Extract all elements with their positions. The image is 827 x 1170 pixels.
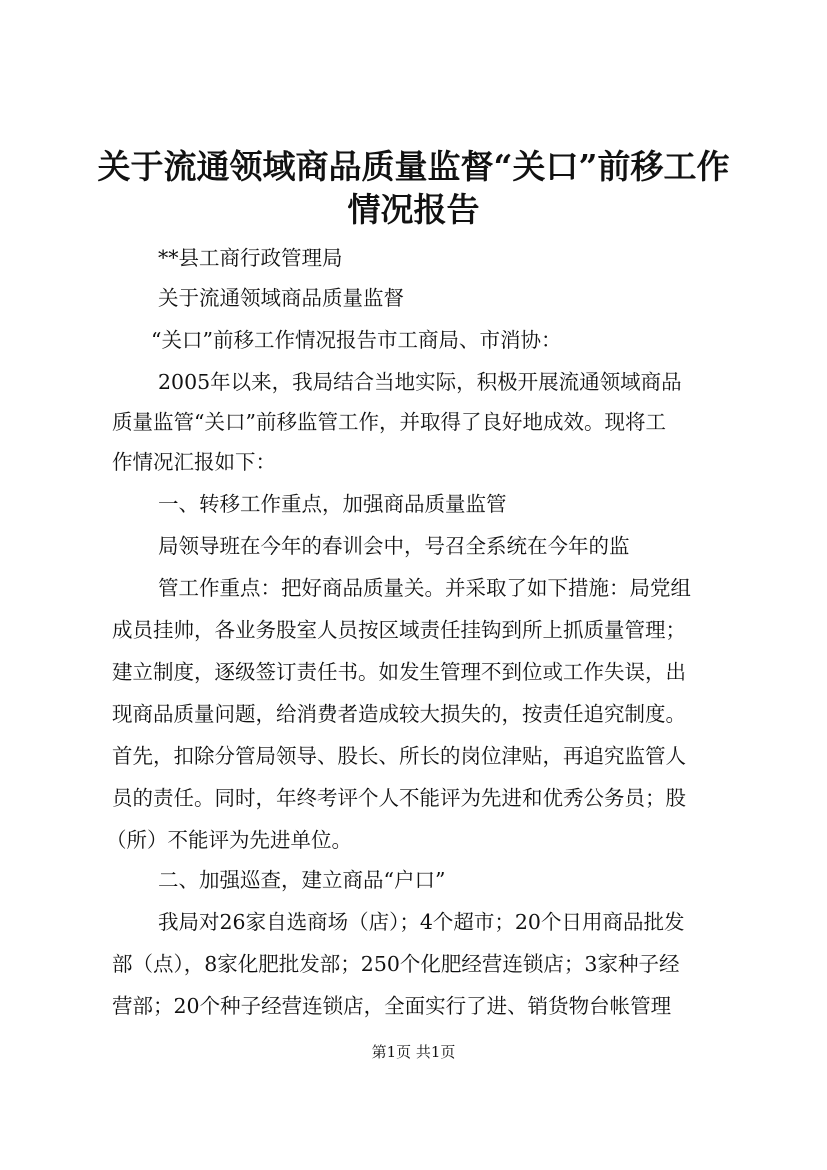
section-heading: 一、转移工作重点，加强商品质量监管 bbox=[158, 492, 507, 516]
body-line: 质量监管“关口”前移监管工作，并取得了良好地成效。现将工 bbox=[112, 410, 666, 434]
body-line: 建立制度，逐级签订责任书。如发生管理不到位或工作失误，出 bbox=[112, 660, 686, 684]
body-line: 成员挂帅，各业务股室人员按区域责任挂钩到所上抓质量管理； bbox=[112, 618, 686, 642]
body-line: 关于流通领域商品质量监督 bbox=[158, 286, 404, 310]
body-line: “关口”前移工作情况报告市工商局、市消协： bbox=[151, 328, 562, 352]
page-number-footer: 第1页 共1页 bbox=[371, 1043, 456, 1061]
body-line: 我局对26家自选商场（店）；4个超市；20个日用商品批发 bbox=[158, 910, 685, 934]
body-line: 营部；20个种子经营连锁店，全面实行了进、销货物台帐管理 bbox=[112, 994, 672, 1018]
document-title-line-1: 关于流通领域商品质量监督“关口”前移工作 bbox=[97, 147, 730, 186]
document-title-line-2: 情况报告 bbox=[347, 190, 480, 229]
body-line: 2005年以来，我局结合当地实际，积极开展流通领域商品 bbox=[158, 370, 682, 394]
body-line: 部（点），8家化肥批发部；250个化肥经营连锁店；3家种子经 bbox=[112, 952, 680, 976]
body-line: 局领导班在今年的春训会中，号召全系统在今年的监 bbox=[158, 534, 630, 558]
body-line: 管工作重点：把好商品质量关。并采取了如下措施：局党组 bbox=[158, 576, 691, 600]
body-line: 首先，扣除分管局领导、股长、所长的岗位津贴，再追究监管人 bbox=[112, 744, 686, 768]
body-line: 现商品质量问题，给消费者造成较大损失的，按责任追究制度。 bbox=[112, 702, 686, 726]
body-line: 作情况汇报如下： bbox=[112, 450, 276, 474]
body-line: （所）不能评为先进单位。 bbox=[106, 828, 352, 852]
body-line: **县工商行政管理局 bbox=[158, 246, 343, 270]
section-heading: 二、加强巡查，建立商品“户口” bbox=[158, 868, 446, 892]
body-line: 员的责任。同时，年终考评个人不能评为先进和优秀公务员；股 bbox=[112, 786, 686, 810]
